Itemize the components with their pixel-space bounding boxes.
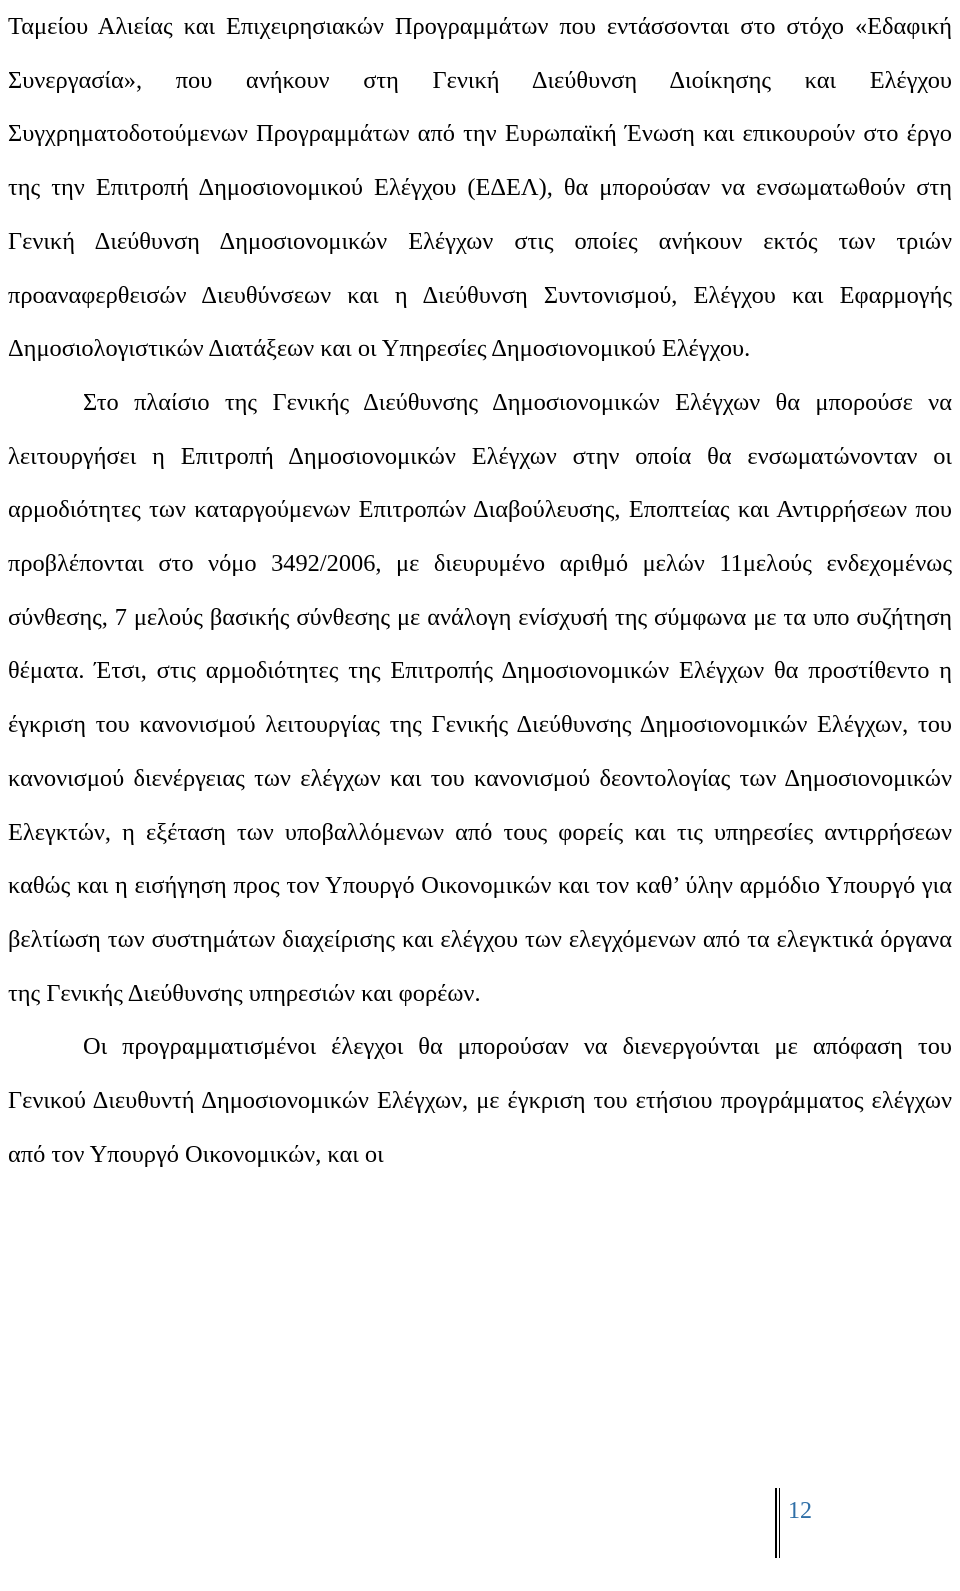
paragraph-continued: Ταμείου Αλιείας και Επιχειρησιακών Προγραμμάτων που εντάσσονται στο στόχο «Εδαφική Συνεργασία», που ανήκουν στη Γενική Διεύθυνση Διοίκησης και Ελέγχου Συγχρηματοδοτούμενων Προγραμμάτων από την Ευρωπαϊκή Ένωση και επικουρούν στο έργο της την Επιτροπή Δημοσιονομικού Ελέγχου (ΕΔΕΛ), θα μπορούσαν να ενσωματωθούν στη Γενική Διεύθυνση Δημοσιονομικών Ελέγχων στις οποίες ανήκουν εκτός των τριών προαναφερθεισών Διευθύνσεων και η Διεύθυνση Συντονισμού, Ελέγχου και Εφαρμογής Δημοσιολογιστικών Διατάξεων και οι Υπηρεσίες Δημοσιονομικού Ελέγχου. [8,13,952,363]
page-number: 12 [788,1498,812,1524]
paragraph-scheduled-audits: Οι προγραμματισμένοι έλεγχοι θα μπορούσαν να διενεργούνται με απόφαση του Γενικού Διευθυντή Δημοσιονομικών Ελέγχων, με έγκριση του ετήσιου προγράμματος ελέγχων από τον Υπουργό Οικονομικών, και οι [8,1033,952,1168]
body-text [8,0,952,1181]
paragraph-committee: Στο πλαίσιο της Γενικής Διεύθυνσης Δημοσιονομικών Ελέγχων θα μπορούσε να λειτουργήσει η Επιτροπή Δημοσιονομικών Ελέγχων στην οποία θα ενσωματώνονταν οι αρμοδιότητες των καταργούμενων Επιτροπών Διαβούλευσης, Εποπτείας και Αντιρρήσεων που προβλέπονται στο νόμο 3492/2006, με διευρυμένο αριθμό μελών 11μελούς ενδεχομένως σύνθεσης, 7 μελούς βασικής σύνθεσης με ανάλογη ενίσχυσή της σύμφωνα με τα υπο συζήτηση θέματα. Έτσι, στις αρμοδιότητες της Επιτροπής Δημοσιονομικών Ελέγχων θα προστίθεντο η έγκριση του κανονισμού λειτουργίας της Γενικής Διεύθυνσης Δημοσιονομικών Ελέγχων, του κανονισμού διενέργειας των ελέγχων και του κανονισμού δεοντολογίας των Δημοσιονομικών Ελεγκτών, η εξέταση των υποβαλλόμενων από τους φορείς και τις υπηρεσίες αντιρρήσεων καθώς και η εισήγηση προς τον Υπουργό Οικονομικών και τον καθ’ ύλην αρμόδιο Υπουργό για βελτίωση των συστημάτων διαχείρισης και ελέγχου των ελεγχόμενων από τα ελεγκτικά όργανα της Γενικής Διεύθυνσης υπηρεσιών και φορέων. [8,388,952,1007]
page-number-rule-secondary [779,1488,780,1558]
page-footer [760,1488,840,1558]
page-number-rule [775,1488,777,1558]
